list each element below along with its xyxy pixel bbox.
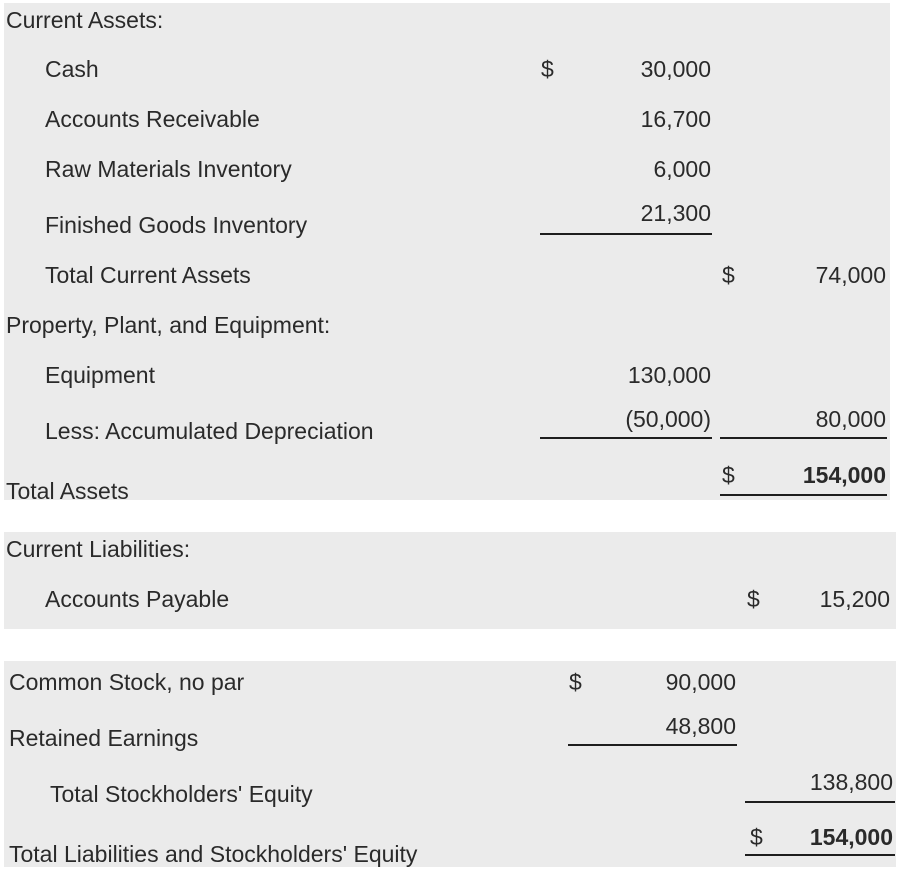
retained-earnings-value: 48,800 [665,713,736,739]
total-assets-value: 154,000 [802,462,886,488]
assets-panel [4,3,890,504]
accumulated-depreciation-value: (50,000) [625,406,711,432]
raw-materials-label: Raw Materials Inventory [45,156,292,182]
common-stock-label: Common Stock, no par [9,669,245,695]
total-current-assets-label: Total Current Assets [45,262,251,288]
accounts-payable-value: 15,200 [819,586,890,612]
accounts-payable-label: Accounts Payable [45,586,230,612]
net-ppe-rule [720,437,887,439]
accounts-receivable-label: Accounts Receivable [45,106,260,132]
cash-label: Cash [45,56,99,82]
equipment-label: Equipment [45,362,155,388]
current-assets-subtotal-rule [540,233,712,235]
total-stockholders-equity-label: Total Stockholders' Equity [50,781,313,807]
accumulated-depreciation-label: Less: Accumulated Depreciation [45,418,374,444]
raw-materials-value: 6,000 [653,156,711,182]
tle-rule [745,854,895,856]
equity-subtotal-rule [568,744,737,746]
accounts-receivable-value: 16,700 [640,106,711,132]
common-stock-value: 90,000 [665,669,736,695]
total-stockholders-equity-value: 138,800 [809,769,893,795]
common-stock-currency: $ [569,669,582,695]
current-liabilities-header: Current Liabilities: [6,536,191,562]
liabilities-panel [4,532,896,629]
finished-goods-label: Finished Goods Inventory [45,212,308,238]
total-liabilities-equity-currency: $ [750,824,763,850]
accounts-payable-currency: $ [747,586,760,612]
ppe-subtotal-rule [540,437,712,439]
equity-panel [4,661,896,867]
total-current-assets-currency: $ [722,262,735,288]
net-ppe-value: 80,000 [815,406,886,432]
equipment-value: 130,000 [627,362,711,388]
total-assets-label: Total Assets [6,478,129,504]
total-current-assets-value: 74,000 [815,262,886,288]
finished-goods-value: 21,300 [640,200,711,226]
total-assets-currency: $ [722,462,735,488]
total-assets-rule [720,494,887,496]
cash-currency: $ [541,56,554,82]
total-liabilities-equity-label: Total Liabilities and Stockholders' Equity [9,841,418,867]
total-liabilities-equity-value: 154,000 [809,824,893,850]
ppe-header: Property, Plant, and Equipment: [6,312,331,338]
retained-earnings-label: Retained Earnings [9,725,199,751]
tse-rule [745,801,895,803]
cash-value: 30,000 [640,56,711,82]
current-assets-header: Current Assets: [6,7,164,33]
